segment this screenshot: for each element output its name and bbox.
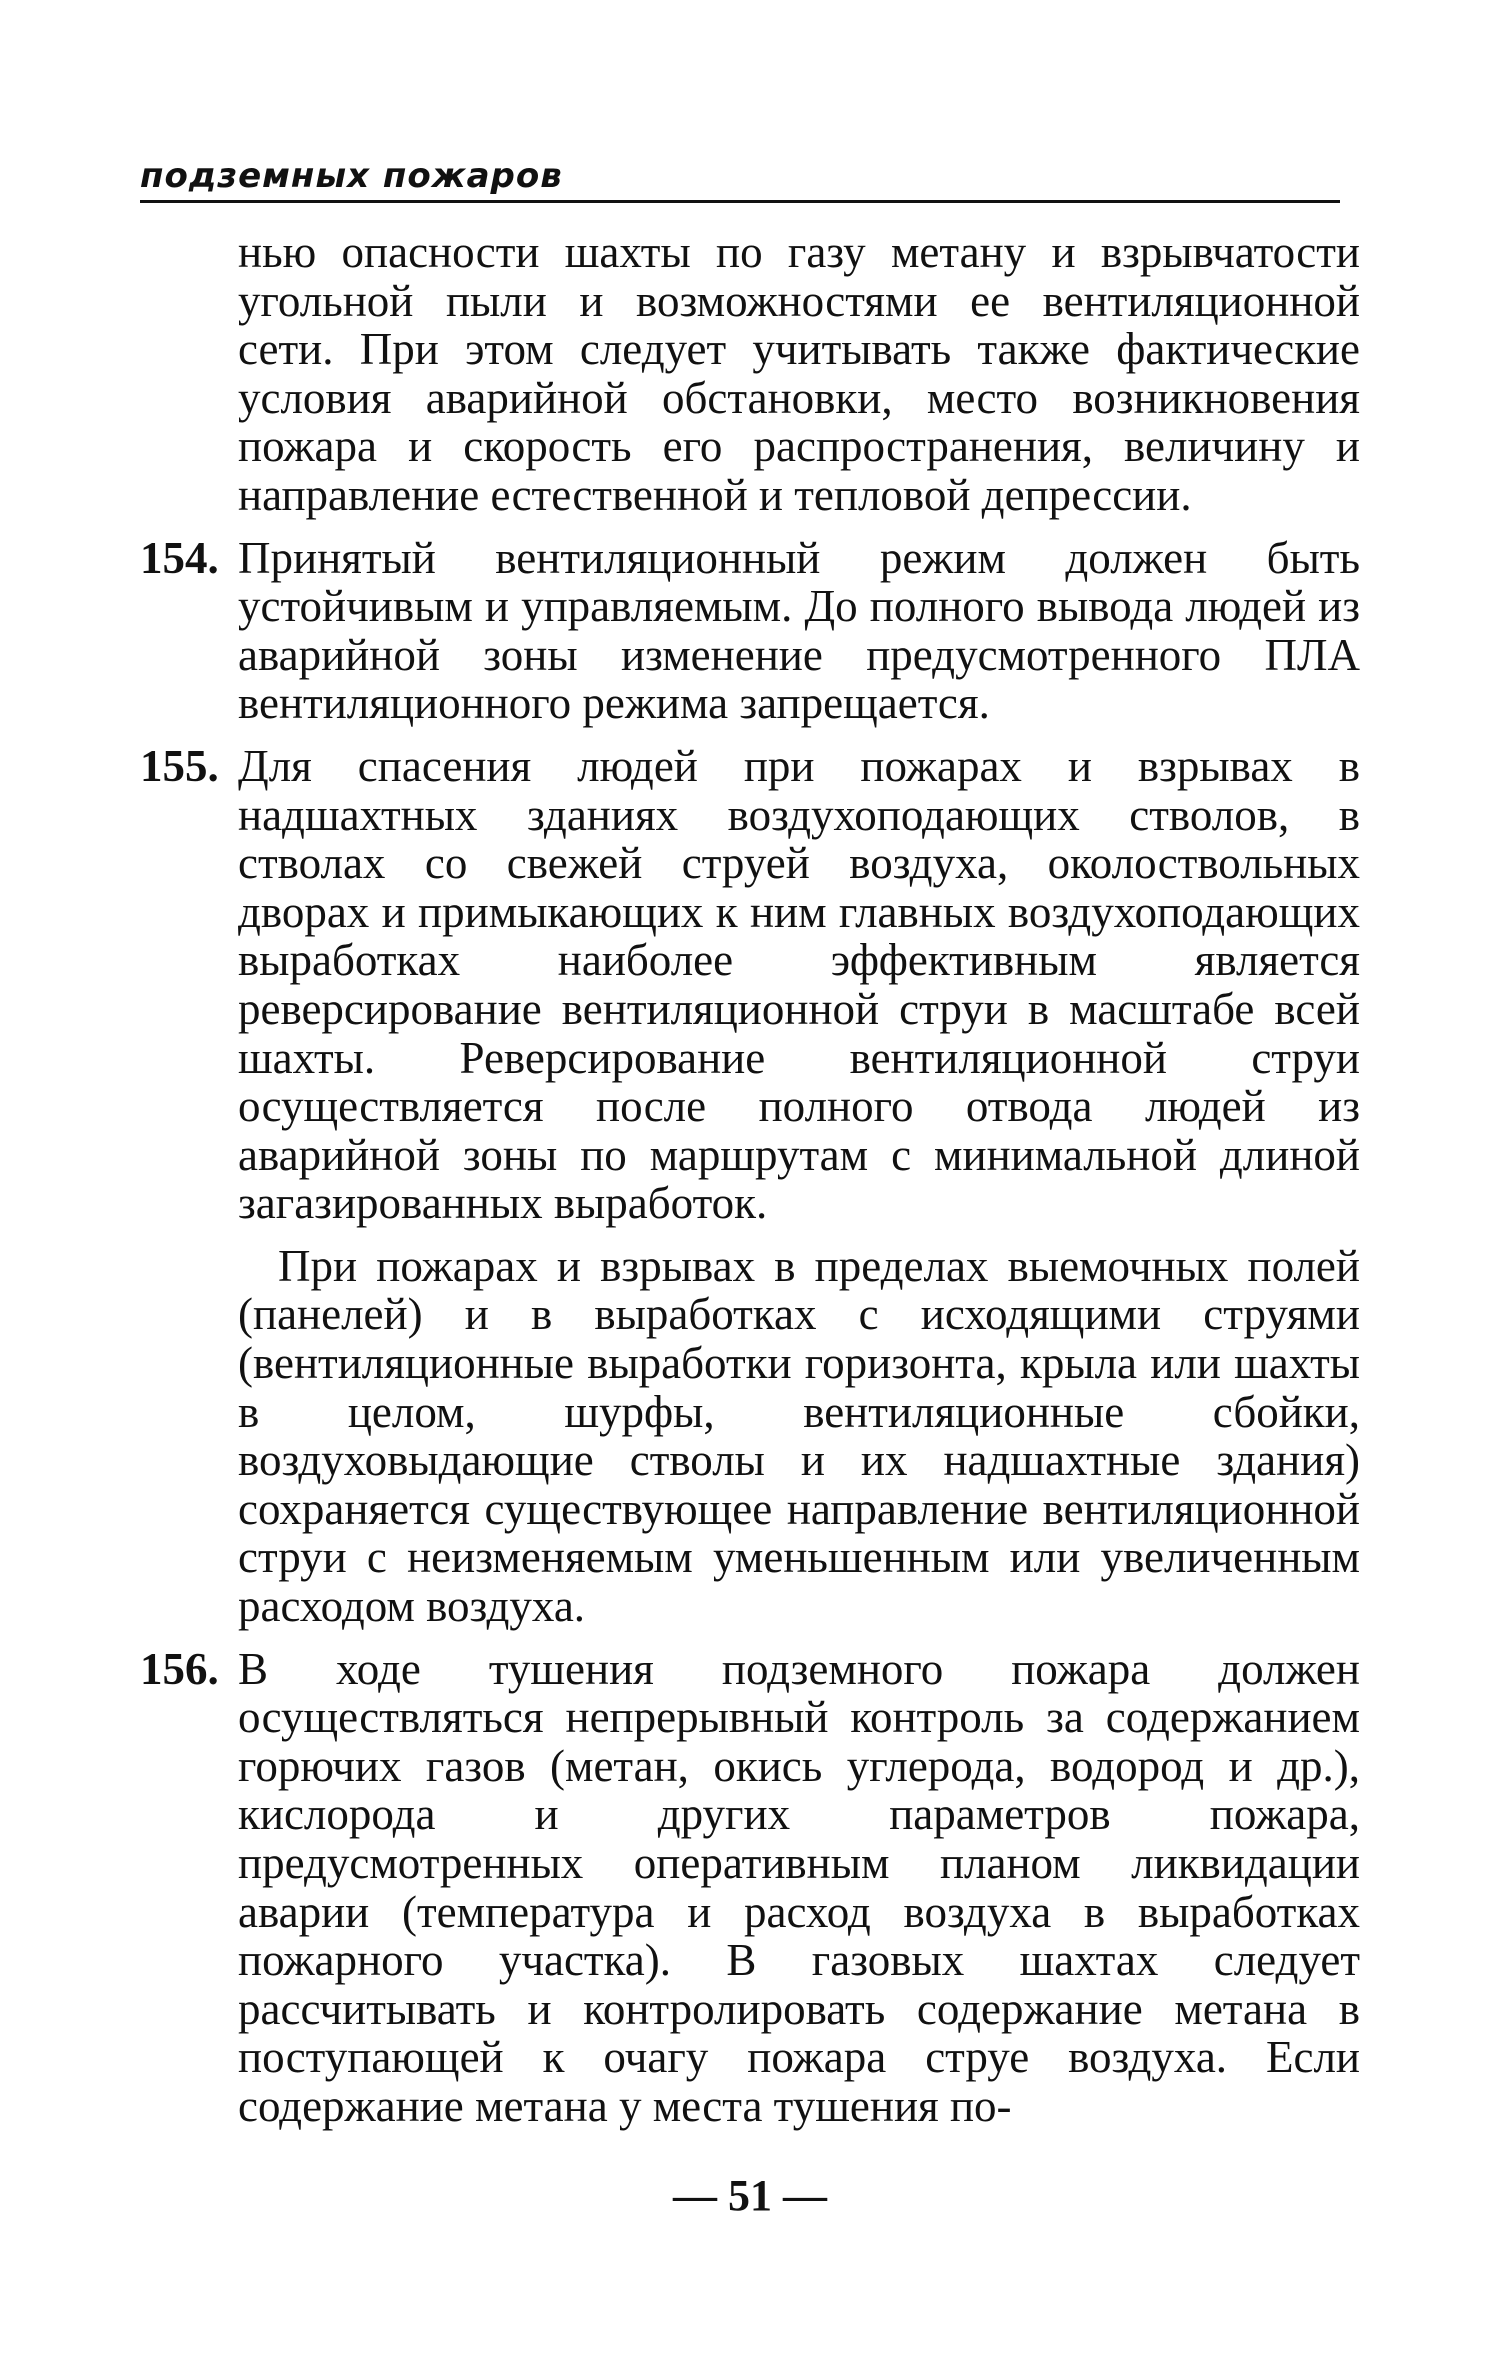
page-number: — 51 — bbox=[673, 2171, 827, 2220]
running-head-title: подземных пожаров bbox=[140, 156, 563, 196]
item-text: В ходе тушения подземного пожара должен осуществляться непрерывный контроль за содержанием горючих газов (метан, окись углерода, водород и др.), кислорода и других параметров пожара, предусмотренных оперативным планом ликвидации аварии (температура и расход воздуха в выработках пожарного участка). В газовых шахтах следует рассчитывать и контролировать содержание метана в поступающей к очагу пожара струе воздуха. Если содержание метана у места тушения по- bbox=[238, 1643, 1360, 2131]
continuation-paragraph: нью опасности шахты по газу метану и взрывчатости угольной пыли и возможностями ее вентиляционной сети. При этом следует учитывать также фактические условия аварийной обстановки, место возникновения пожара и скорость его распространения, величину и направление естественной и тепловой депрессии. bbox=[238, 227, 1360, 520]
running-head bbox=[140, 152, 1340, 203]
numbered-item-154 bbox=[140, 534, 1360, 728]
item-155-second-paragraph: При пожарах и взрывах в пределах выемочных полей (панелей) и в выработках с исходящими струями (вентиляционные выработки горизонта, крыла или шахты в целом, шурфы, вентиляционные сбойки, воздуховыдающие стволы и их надшахтные здания) сохраняется существующее направление вентиляционной струи с неизменяемым уменьшенным или увеличенным расходом воздуха. bbox=[238, 1240, 1360, 1632]
item-text: Принятый вентиляционный режим должен быть устойчивым и управляемым. До полного вывода людей из аварийной зоны изменение предусмотренного ПЛА вентиляционного режима запрещается. bbox=[238, 532, 1360, 729]
item-number: 154. bbox=[140, 532, 219, 583]
item-text: Для спасения людей при пожарах и взрывах в надшахтных зданиях воздухоподающих стволов, в стволах со свежей струей воздуха, околоствольных дворах и примыкающих к ним главных воздухоподающих выработках наиболее эффективным является реверсирование вентиляционной струи в масштабе всей шахты. Реверсирование вентиляционной струи осуществляется после полного отвода людей из аварийной зоны по маршрутам с минимальной длиной загазированных выработок. bbox=[238, 740, 1360, 1229]
numbered-item-156 bbox=[140, 1645, 1360, 2131]
item-number: 156. bbox=[140, 1643, 219, 1694]
page-body bbox=[140, 228, 1360, 2131]
numbered-item-155 bbox=[140, 742, 1360, 1228]
item-number: 155. bbox=[140, 740, 219, 791]
